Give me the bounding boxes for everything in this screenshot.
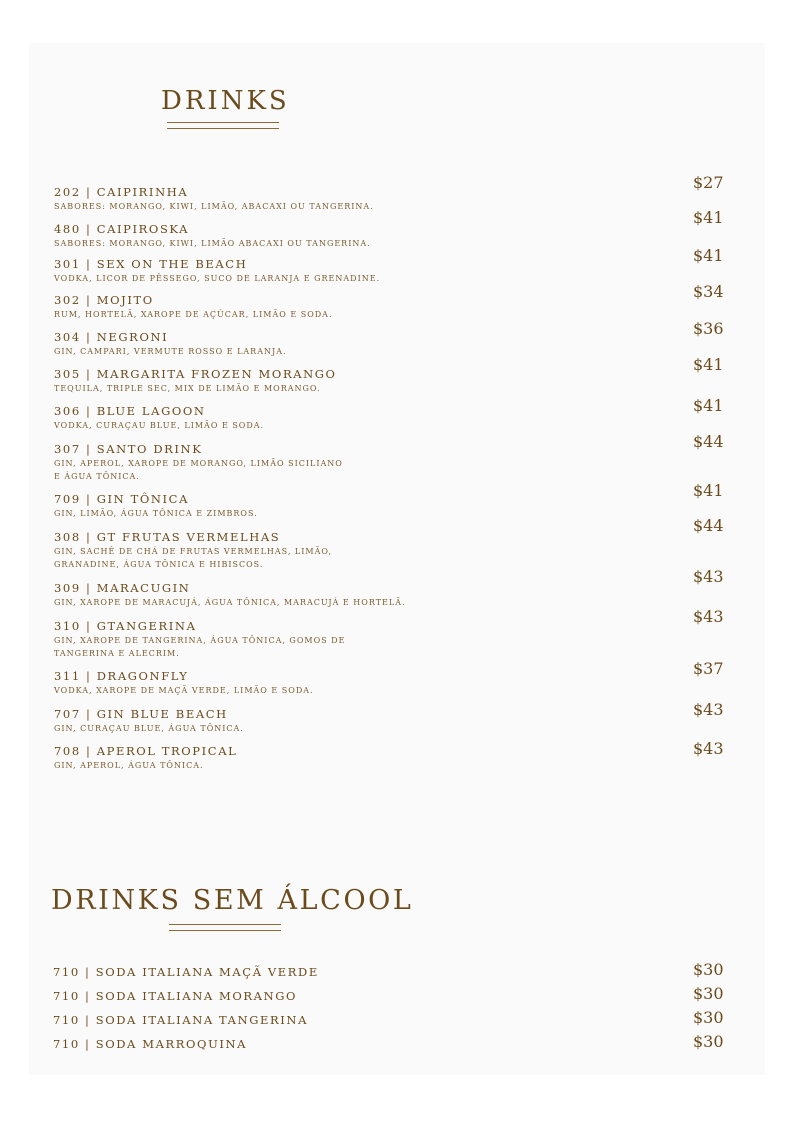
menu-item-name: 309 | MARACUGIN xyxy=(54,581,191,595)
menu-item xyxy=(54,619,614,660)
menu-item-price: $41 xyxy=(693,481,724,500)
menu-item xyxy=(54,367,614,395)
menu-item xyxy=(54,442,614,483)
menu-item-name: 202 | CAIPIRINHA xyxy=(54,185,189,199)
menu-item-price: $37 xyxy=(693,659,724,678)
menu-item-description: VODKA, LICOR DE PÊSSEGO, SUCO DE LARANJA E GRENADINE. xyxy=(54,274,381,283)
menu-item xyxy=(54,669,614,697)
menu-item xyxy=(54,744,614,772)
menu-item xyxy=(54,492,614,520)
menu-item-name: 310 | GTANGERINA xyxy=(54,619,197,633)
menu-item-price: $30 xyxy=(693,960,724,979)
menu-item-name: 480 | CAIPIROSKA xyxy=(54,222,190,236)
menu-item-description: SABORES: MORANGO, KIWI, LIMÃO ABACAXI OU TANGERINA. xyxy=(54,239,371,248)
menu-item-description: GIN, XAROPE DE MARACUJÁ, ÁGUA TÔNICA, MARACUJÁ E HORTELÃ. xyxy=(54,598,406,607)
menu-item-name: 306 | BLUE LAGOON xyxy=(54,404,206,418)
menu-item-name: 707 | GIN BLUE BEACH xyxy=(54,707,228,721)
menu-item-price: $30 xyxy=(693,984,724,1003)
menu-item-name: 302 | MOJITO xyxy=(54,293,154,307)
menu-item-name: 305 | MARGARITA FROZEN MORANGO xyxy=(54,367,337,381)
menu-item-description: GIN, SACHÊ DE CHÁ DE FRUTAS VERMELHAS, LIMÃO, GRANADINE, ÁGUA TÔNICA E HIBISCOS. xyxy=(54,547,332,569)
menu-item-name: 311 | DRAGONFLY xyxy=(54,669,189,683)
menu-item xyxy=(54,185,614,213)
menu-item xyxy=(54,257,614,285)
menu-item-description: GIN, LIMÃO, ÁGUA TÔNICA E ZIMBROS. xyxy=(54,509,258,518)
menu-item-name: 710 | SODA MARROQUINA xyxy=(53,1037,248,1051)
menu-item-price: $36 xyxy=(693,319,724,338)
menu-item-price: $41 xyxy=(693,355,724,374)
menu-item-name: 710 | SODA ITALIANA MAÇÃ VERDE xyxy=(53,965,319,979)
menu-item-price: $41 xyxy=(693,246,724,265)
menu-item-price: $43 xyxy=(693,739,724,758)
menu-item xyxy=(54,707,614,735)
menu-item-description: VODKA, XAROPE DE MAÇÃ VERDE, LIMÃO E SODA. xyxy=(54,686,314,695)
menu-item-name: 307 | SANTO DRINK xyxy=(54,442,203,456)
menu-item-price: $30 xyxy=(693,1032,724,1051)
menu-item-description: RUM, HORTELÃ, XAROPE DE AÇÚCAR, LIMÃO E SODA. xyxy=(54,310,333,319)
menu-item-name: 301 | SEX ON THE BEACH xyxy=(54,257,248,271)
menu-item-price: $41 xyxy=(693,396,724,415)
menu-item-description: GIN, XAROPE DE TANGERINA, ÁGUA TÔNICA, GOMOS DE TANGERINA E ALECRIM. xyxy=(54,636,346,658)
menu-item xyxy=(54,404,614,432)
menu-item-price: $41 xyxy=(693,208,724,227)
menu-item xyxy=(54,581,614,609)
menu-item-name: 710 | SODA ITALIANA TANGERINA xyxy=(53,1013,308,1027)
menu-item-name: 710 | SODA ITALIANA MORANGO xyxy=(53,989,298,1003)
menu-item-description: TEQUILA, TRIPLE SEC, MIX DE LIMÃO E MORANGO. xyxy=(54,384,321,393)
menu-item xyxy=(54,330,614,358)
menu-item xyxy=(54,222,614,250)
menu-item-price: $44 xyxy=(693,432,724,451)
menu-item-price: $43 xyxy=(693,567,724,586)
drinks-section-title: DRINKS xyxy=(161,86,290,116)
non-alcoholic-section-title: DRINKS SEM ÁLCOOL xyxy=(51,885,414,916)
menu-item-price: $34 xyxy=(693,282,724,301)
menu-item-description: SABORES: MORANGO, KIWI, LIMÃO, ABACAXI OU TANGERINA. xyxy=(54,202,374,211)
title-double-rule xyxy=(167,122,279,129)
menu-item-description: VODKA, CURAÇAU BLUE, LIMÃO E SODA. xyxy=(54,421,265,430)
menu-item-name: 709 | GIN TÔNICA xyxy=(54,492,189,506)
menu-item-description: GIN, CURAÇAU BLUE, ÁGUA TÔNICA. xyxy=(54,724,244,733)
menu-item-name: 308 | GT FRUTAS VERMELHAS xyxy=(54,530,281,544)
menu-item-price: $27 xyxy=(693,173,724,192)
menu-item-description: GIN, APEROL, ÁGUA TÔNICA. xyxy=(54,761,204,770)
menu-item-price: $43 xyxy=(693,700,724,719)
menu-item-name: 304 | NEGRONI xyxy=(54,330,169,344)
menu-item-description: GIN, APEROL, XAROPE DE MORANGO, LIMÃO SICILIANO E ÁGUA TÔNICA. xyxy=(54,459,343,481)
menu-item-price: $30 xyxy=(693,1008,724,1027)
menu-item-description: GIN, CAMPARI, VERMUTE ROSSO E LARANJA. xyxy=(54,347,287,356)
menu-item-price: $43 xyxy=(693,607,724,626)
menu-item-price: $44 xyxy=(693,516,724,535)
menu-item xyxy=(54,293,614,321)
menu-item xyxy=(54,530,614,571)
menu-item-name: 708 | APEROL TROPICAL xyxy=(54,744,238,758)
title-double-rule xyxy=(169,924,281,931)
